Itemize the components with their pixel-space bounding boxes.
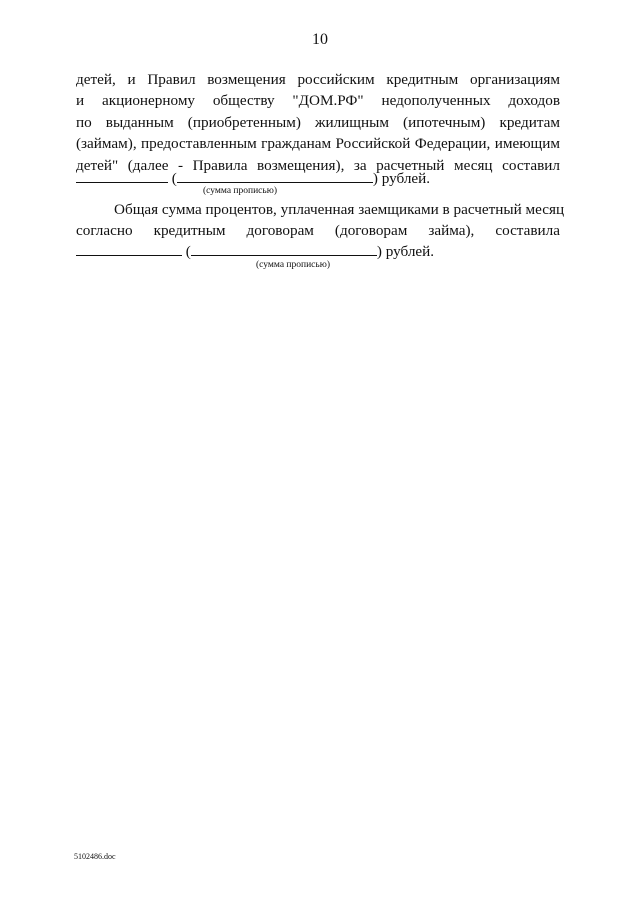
text-line: Общая сумма процентов, уплаченная заемщиками в расчетный месяц: [114, 201, 565, 218]
paragraph-total-interest: [76, 199, 565, 242]
paragraph-rules-reimbursement: [76, 69, 560, 176]
text-line: и акционерному обществу "ДОМ.РФ" недополученных доходов: [76, 92, 560, 110]
open-paren: (: [171, 170, 177, 187]
text-line: согласно кредитным договорам (договорам займа), составила: [76, 222, 560, 240]
rubles-label: ) рублей.: [372, 170, 431, 187]
amount-row-2: [76, 241, 434, 262]
page-number: 10: [312, 31, 328, 48]
open-paren: (: [185, 243, 191, 260]
amount-words-blank[interactable]: [177, 168, 373, 183]
document-filename: 5102486.doc: [74, 852, 116, 861]
text-line: детей" (далее - Правила возмещения), за расчетный месяц составил: [76, 156, 560, 174]
text-line: (займам), предоставленным гражданам Российской Федерации, имеющим: [76, 135, 560, 153]
text-line: детей, и Правил возмещения российским кредитным организациям: [76, 71, 560, 88]
amount-words-blank[interactable]: [191, 241, 377, 256]
amount-caption: (сумма прописью): [256, 260, 330, 270]
rubles-label: ) рублей.: [376, 243, 435, 260]
amount-caption: (сумма прописью): [203, 186, 277, 196]
amount-digits-blank[interactable]: [76, 241, 182, 256]
amount-digits-blank[interactable]: [76, 168, 168, 183]
text-line: по выданным (приобретенным) жилищным (ипотечным) кредитам: [76, 113, 560, 131]
